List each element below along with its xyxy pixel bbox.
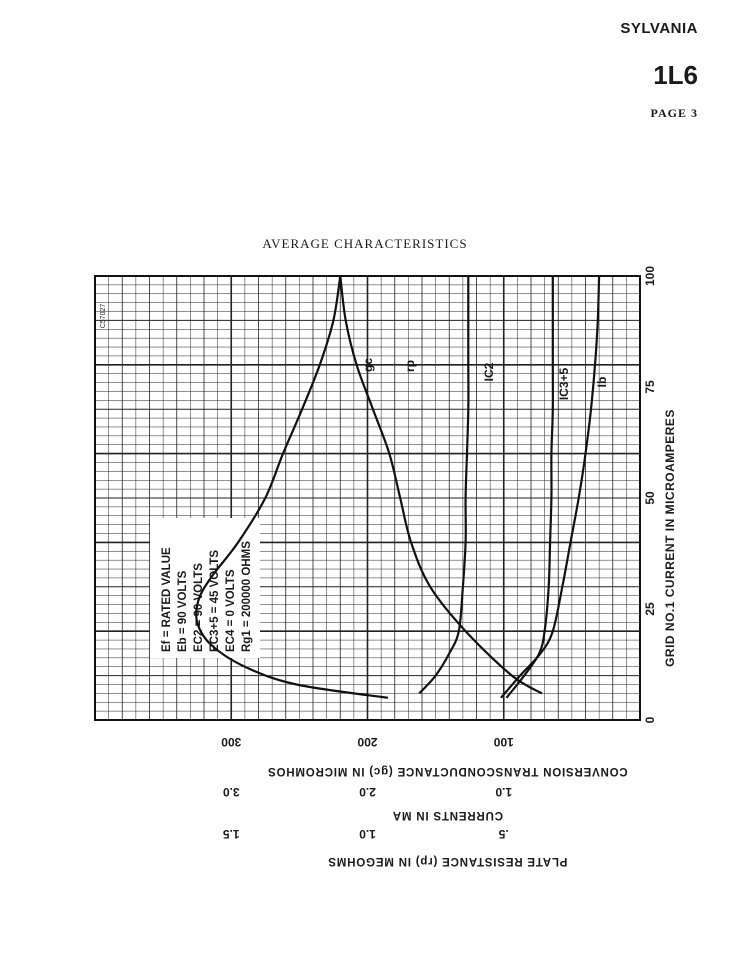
condition-line: EC4 = 0 VOLTS [225, 569, 237, 652]
y-tick-label: 200 [357, 735, 378, 749]
curve-label: gc [361, 357, 375, 373]
y-tick-label: 2.0 [359, 785, 376, 799]
x-tick-label: 50 [643, 491, 657, 505]
condition-line: Eb = 90 VOLTS [177, 570, 189, 652]
chart-title: AVERAGE CHARACTERISTICS [262, 236, 468, 251]
tube-type: 1L6 [653, 60, 698, 90]
x-tick-label: 75 [643, 380, 657, 394]
condition-line: EC2 = 90 VOLTS [193, 563, 205, 652]
condition-line: EC3+5 = 45 VOLTS [209, 549, 221, 652]
condition-line: Ef = RATED VALUE [161, 547, 173, 652]
y-tick-label: 100 [493, 735, 514, 749]
x-tick-label: 100 [643, 265, 657, 287]
y-tick-label: 1.0 [495, 785, 513, 799]
curve-label: rp [403, 360, 417, 372]
curve-label: IC2 [482, 362, 496, 382]
condition-line: Rg1 = 200000 OHMS [241, 541, 253, 652]
brand-name: SYLVANIA [620, 20, 698, 37]
curve-label: IC3+5 [557, 367, 571, 401]
page-number: PAGE 3 [650, 106, 698, 120]
y-tick-label: 300 [221, 735, 242, 749]
y-tick-label: 3.0 [222, 785, 240, 799]
y-tick-label: .5 [498, 827, 509, 841]
curve-ib [501, 276, 599, 698]
x-tick-label: 0 [643, 716, 657, 724]
y-tick-label: 1.5 [222, 827, 240, 841]
chart-code: C57027 [100, 303, 107, 329]
x-tick-label: 25 [643, 602, 657, 616]
curve-ic3-5 [507, 276, 553, 698]
y-axis-label: PLATE RESISTANCE (rp) IN MEGOHMS [327, 855, 568, 867]
x-axis-label: GRID NO.1 CURRENT IN MICROAMPERES [663, 409, 677, 667]
y-tick-label: 1.0 [359, 827, 376, 841]
curve-label: Ib [595, 376, 609, 388]
y-axis-label: CURRENTS IN MA [392, 809, 503, 821]
y-axis-label: CONVERSION TRANSCONDUCTANCE (gc) IN MICROMHOS [267, 765, 628, 777]
